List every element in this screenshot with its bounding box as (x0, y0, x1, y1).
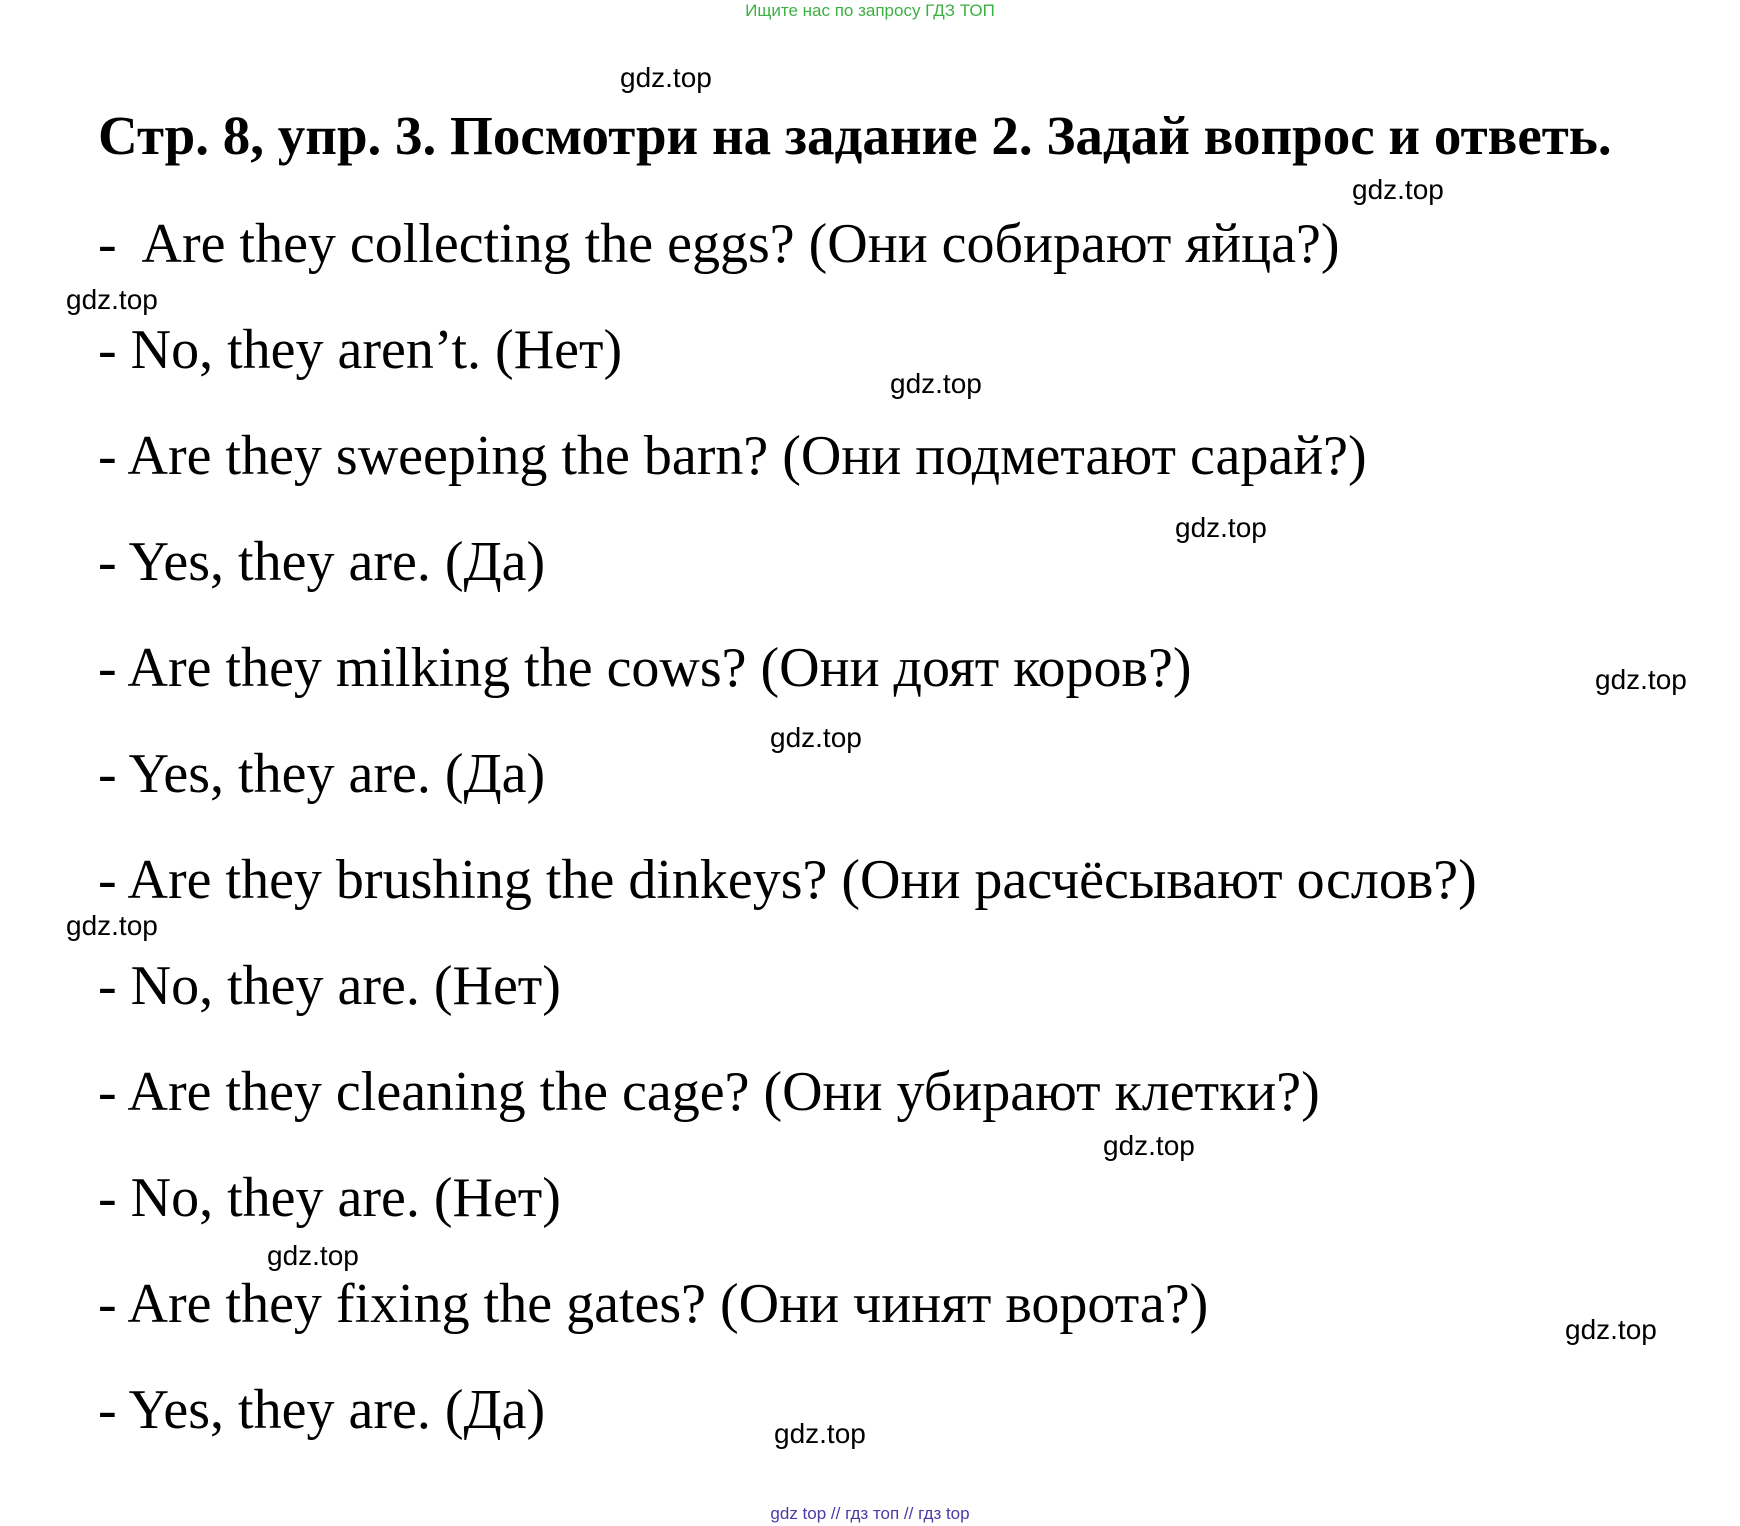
dialogue-line-1: - Are they collecting the eggs? (Они собирают яйца?) (98, 213, 1340, 275)
watermark: gdz.top (267, 1240, 359, 1271)
watermark: gdz.top (66, 910, 158, 941)
dialogue-line-11: - Are they fixing the gates? (Они чинят ворота?) (98, 1273, 1209, 1335)
dialogue-line-4: - Yes, they are. (Да) (98, 531, 546, 593)
dialogue-line-2: - No, they aren’t. (Нет) (98, 319, 623, 381)
watermark: gdz.top (774, 1418, 866, 1449)
dialogue-line-9: - Are they cleaning the cage? (Они убирают клетки?) (98, 1061, 1320, 1123)
dialogue-line-3: - Are they sweeping the barn? (Они подметают сарай?) (98, 425, 1367, 487)
footer-links[interactable]: gdz top // гдз топ // гдз top (770, 1504, 970, 1523)
watermark: gdz.top (770, 722, 862, 753)
dialogue-line-8: - No, they are. (Нет) (98, 955, 561, 1017)
dialogue-line-5: - Are they milking the cows? (Они доят коров?) (98, 637, 1192, 699)
dialogue-line-7: - Are they brushing the dinkeys? (Они расчёсывают ослов?) (98, 849, 1477, 911)
dialogue-line-10: - No, they are. (Нет) (98, 1167, 561, 1229)
watermark: gdz.top (890, 368, 982, 399)
watermark: gdz.top (1595, 664, 1687, 695)
watermark: gdz.top (1103, 1130, 1195, 1161)
watermark: gdz.top (66, 284, 158, 315)
dialogue-line-6: - Yes, they are. (Да) (98, 743, 546, 805)
dialogue-line-12: - Yes, they are. (Да) (98, 1379, 546, 1441)
watermark: gdz.top (620, 62, 712, 93)
watermark: gdz.top (1175, 512, 1267, 543)
page-title: Стр. 8, упр. 3. Посмотри на задание 2. Задай вопрос и ответь. (98, 105, 1612, 166)
top-banner[interactable]: Ищите нас по запросу ГДЗ ТОП (745, 1, 995, 20)
watermark: gdz.top (1565, 1314, 1657, 1345)
watermark: gdz.top (1352, 174, 1444, 205)
